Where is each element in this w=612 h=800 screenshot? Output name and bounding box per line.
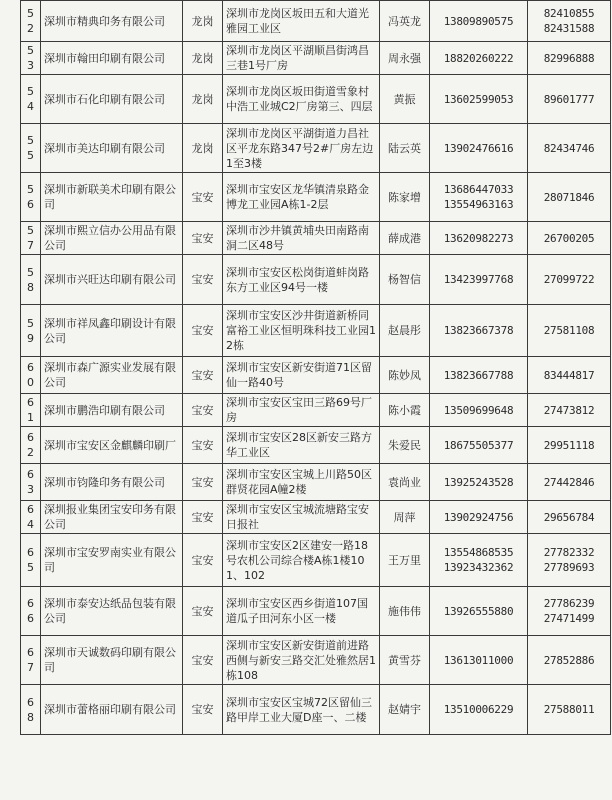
company-name: 深圳市钧隆印务有限公司 bbox=[41, 464, 183, 501]
company-name: 深圳报业集团宝安印务有限公司 bbox=[41, 501, 183, 534]
table-row bbox=[21, 685, 611, 735]
telephone-number: 27473812 bbox=[543, 403, 595, 417]
address: 深圳市宝安区宝城上川路50区群贤花园A幢2楼 bbox=[223, 464, 380, 501]
address: 深圳市宝安区松岗街道蚌岗路东方工业区94号一楼 bbox=[223, 255, 380, 305]
row-number: 62 bbox=[21, 427, 41, 464]
table-row bbox=[21, 222, 611, 255]
mobile-number: 13923432362 bbox=[443, 561, 514, 574]
mobile-number: 13620982273 bbox=[443, 231, 514, 245]
row-number: 56 bbox=[21, 173, 41, 222]
telephone-number-cell bbox=[528, 222, 611, 255]
mobile-number-cell bbox=[430, 501, 528, 534]
district: 宝安 bbox=[183, 501, 223, 534]
table-row bbox=[21, 464, 611, 501]
telephone-number: 27789693 bbox=[543, 561, 595, 574]
row-number: 54 bbox=[21, 75, 41, 124]
company-name: 深圳市精典印务有限公司 bbox=[41, 1, 183, 42]
telephone-number: 26700205 bbox=[543, 231, 595, 245]
mobile-number: 13554963163 bbox=[443, 198, 514, 211]
district: 宝安 bbox=[183, 587, 223, 636]
address: 深圳市龙岗区坂田五和大道光雅园工业区 bbox=[223, 1, 380, 42]
address: 深圳市龙岗区平湖街道力昌社区平龙东路347号2#厂房左边1至3楼 bbox=[223, 124, 380, 173]
district: 龙岗 bbox=[183, 42, 223, 75]
contact-person: 陈小霞 bbox=[380, 394, 430, 427]
table-row bbox=[21, 534, 611, 587]
company-name: 深圳市鹏浩印刷有限公司 bbox=[41, 394, 183, 427]
table-row bbox=[21, 305, 611, 357]
district: 宝安 bbox=[183, 222, 223, 255]
telephone-number: 27471499 bbox=[543, 612, 595, 625]
table-row bbox=[21, 255, 611, 305]
contact-person: 陈家增 bbox=[380, 173, 430, 222]
row-number: 63 bbox=[21, 464, 41, 501]
row-number: 61 bbox=[21, 394, 41, 427]
contact-person: 陆云英 bbox=[380, 124, 430, 173]
district: 宝安 bbox=[183, 636, 223, 685]
contact-person: 陈妙凤 bbox=[380, 357, 430, 394]
telephone-number: 27852886 bbox=[543, 653, 595, 667]
row-number: 60 bbox=[21, 357, 41, 394]
telephone-number-cell bbox=[528, 636, 611, 685]
mobile-number-cell bbox=[430, 1, 528, 42]
row-number: 65 bbox=[21, 534, 41, 587]
table-row bbox=[21, 587, 611, 636]
telephone-number: 83444817 bbox=[543, 368, 595, 382]
telephone-number: 27442846 bbox=[543, 475, 595, 489]
telephone-number-cell bbox=[528, 534, 611, 587]
district: 宝安 bbox=[183, 305, 223, 357]
telephone-number-cell bbox=[528, 394, 611, 427]
address: 深圳市宝安区龙华镇清泉路金博龙工业园A栋1-2层 bbox=[223, 173, 380, 222]
address: 深圳市宝安区宝城流塘路宝安日报社 bbox=[223, 501, 380, 534]
company-name: 深圳市天诚数码印刷有限公司 bbox=[41, 636, 183, 685]
table-row bbox=[21, 394, 611, 427]
mobile-number: 13902924756 bbox=[443, 510, 514, 524]
row-number: 55 bbox=[21, 124, 41, 173]
mobile-number-cell bbox=[430, 587, 528, 636]
row-number: 58 bbox=[21, 255, 41, 305]
table-row bbox=[21, 75, 611, 124]
company-name: 深圳市蕾格丽印刷有限公司 bbox=[41, 685, 183, 735]
telephone-number-cell bbox=[528, 75, 611, 124]
telephone-number-cell bbox=[528, 173, 611, 222]
company-name: 深圳市新联美术印刷有限公司 bbox=[41, 173, 183, 222]
address: 深圳市宝安区西乡街道107国道瓜子田河东小区一楼 bbox=[223, 587, 380, 636]
company-name: 深圳市森广源实业发展有限公司 bbox=[41, 357, 183, 394]
table-row bbox=[21, 42, 611, 75]
telephone-number: 27581108 bbox=[543, 324, 595, 337]
mobile-number-cell bbox=[430, 124, 528, 173]
table-row bbox=[21, 427, 611, 464]
district: 龙岗 bbox=[183, 1, 223, 42]
company-name: 深圳市翰田印刷有限公司 bbox=[41, 42, 183, 75]
mobile-number-cell bbox=[430, 255, 528, 305]
telephone-number-cell bbox=[528, 305, 611, 357]
telephone-number: 27588011 bbox=[543, 703, 595, 716]
mobile-number: 13510006229 bbox=[443, 703, 514, 716]
telephone-number: 27782332 bbox=[543, 546, 595, 559]
mobile-number: 13613011000 bbox=[443, 653, 514, 667]
mobile-number: 13925243528 bbox=[443, 475, 514, 489]
table-row bbox=[21, 636, 611, 685]
row-number: 59 bbox=[21, 305, 41, 357]
district: 宝安 bbox=[183, 464, 223, 501]
contact-person: 周永强 bbox=[380, 42, 430, 75]
telephone-number: 89601777 bbox=[543, 92, 595, 106]
mobile-number: 13554868535 bbox=[443, 546, 514, 559]
contact-person: 施伟伟 bbox=[380, 587, 430, 636]
telephone-number-cell bbox=[528, 501, 611, 534]
district: 宝安 bbox=[183, 534, 223, 587]
telephone-number: 82996888 bbox=[543, 51, 595, 65]
mobile-number-cell bbox=[430, 357, 528, 394]
contact-person: 薛成港 bbox=[380, 222, 430, 255]
mobile-number-cell bbox=[430, 636, 528, 685]
mobile-number: 13509699648 bbox=[443, 403, 514, 417]
mobile-number: 13602599053 bbox=[443, 92, 514, 106]
row-number: 67 bbox=[21, 636, 41, 685]
telephone-number-cell bbox=[528, 42, 611, 75]
contact-person: 王万里 bbox=[380, 534, 430, 587]
contact-person: 冯英龙 bbox=[380, 1, 430, 42]
company-name: 深圳市美达印刷有限公司 bbox=[41, 124, 183, 173]
mobile-number-cell bbox=[430, 427, 528, 464]
mobile-number-cell bbox=[430, 222, 528, 255]
telephone-number-cell bbox=[528, 255, 611, 305]
district: 宝安 bbox=[183, 357, 223, 394]
table-body bbox=[21, 1, 611, 735]
telephone-number-cell bbox=[528, 685, 611, 735]
mobile-number: 13902476616 bbox=[443, 141, 514, 155]
mobile-number-cell bbox=[430, 685, 528, 735]
contact-person: 黄雪芬 bbox=[380, 636, 430, 685]
telephone-number-cell bbox=[528, 357, 611, 394]
company-name: 深圳市泰安达纸品包装有限公司 bbox=[41, 587, 183, 636]
district: 宝安 bbox=[183, 394, 223, 427]
address: 深圳市宝安区28区新安三路方华工业区 bbox=[223, 427, 380, 464]
address: 深圳市宝安区沙井街道新桥同富裕工业区恒明珠科技工业园12栋 bbox=[223, 305, 380, 357]
telephone-number: 27099722 bbox=[543, 273, 595, 286]
telephone-number-cell bbox=[528, 1, 611, 42]
mobile-number: 13423997768 bbox=[443, 273, 514, 286]
company-name: 深圳市宝安罗南实业有限公司 bbox=[41, 534, 183, 587]
row-number: 57 bbox=[21, 222, 41, 255]
mobile-number-cell bbox=[430, 305, 528, 357]
address: 深圳市龙岗区坂田街道雪象村中浩工业城C2厂房第三、四层 bbox=[223, 75, 380, 124]
mobile-number: 13823667378 bbox=[443, 324, 514, 337]
contact-person: 杨智信 bbox=[380, 255, 430, 305]
printing-company-table bbox=[20, 0, 611, 735]
telephone-number-cell bbox=[528, 124, 611, 173]
telephone-number: 28071846 bbox=[543, 190, 595, 204]
mobile-number-cell bbox=[430, 173, 528, 222]
mobile-number-cell bbox=[430, 75, 528, 124]
address: 深圳市宝安区新安街道前进路西侧与新安三路交汇处雅然居1栋108 bbox=[223, 636, 380, 685]
district: 宝安 bbox=[183, 255, 223, 305]
table-row bbox=[21, 124, 611, 173]
telephone-number-cell bbox=[528, 464, 611, 501]
telephone-number-cell bbox=[528, 427, 611, 464]
district: 宝安 bbox=[183, 173, 223, 222]
row-number: 64 bbox=[21, 501, 41, 534]
contact-person: 周萍 bbox=[380, 501, 430, 534]
contact-person: 赵婧宇 bbox=[380, 685, 430, 735]
telephone-number: 82410855 bbox=[543, 7, 595, 20]
mobile-number-cell bbox=[430, 534, 528, 587]
row-number: 68 bbox=[21, 685, 41, 735]
row-number: 66 bbox=[21, 587, 41, 636]
mobile-number-cell bbox=[430, 42, 528, 75]
company-name: 深圳市兴旺达印刷有限公司 bbox=[41, 255, 183, 305]
telephone-number-cell bbox=[528, 587, 611, 636]
telephone-number: 82431588 bbox=[543, 22, 595, 35]
table-row bbox=[21, 1, 611, 42]
telephone-number: 29951118 bbox=[543, 438, 595, 452]
address: 深圳市宝安区2区建安一路18号农机公司综合楼A栋1楼101、102 bbox=[223, 534, 380, 587]
address: 深圳市宝安区宝城72区留仙三路甲岸工业大厦D座一、二楼 bbox=[223, 685, 380, 735]
mobile-number: 18820260222 bbox=[443, 51, 514, 65]
row-number: 52 bbox=[21, 1, 41, 42]
address: 深圳市宝安区宝田三路69号厂房 bbox=[223, 394, 380, 427]
mobile-number-cell bbox=[430, 394, 528, 427]
company-name: 深圳市宝安区金麒麟印刷厂 bbox=[41, 427, 183, 464]
table-row bbox=[21, 501, 611, 534]
contact-person: 袁尚业 bbox=[380, 464, 430, 501]
mobile-number: 13686447033 bbox=[443, 183, 514, 196]
address: 深圳市宝安区新安街道71区留仙一路40号 bbox=[223, 357, 380, 394]
table-row bbox=[21, 173, 611, 222]
mobile-number: 13809890575 bbox=[443, 14, 514, 28]
district: 龙岗 bbox=[183, 124, 223, 173]
mobile-number: 18675505377 bbox=[443, 438, 514, 452]
district: 宝安 bbox=[183, 427, 223, 464]
telephone-number: 29656784 bbox=[543, 510, 595, 524]
mobile-number: 13926555880 bbox=[443, 604, 514, 618]
company-name: 深圳市石化印刷有限公司 bbox=[41, 75, 183, 124]
district: 宝安 bbox=[183, 685, 223, 735]
mobile-number-cell bbox=[430, 464, 528, 501]
telephone-number: 27786239 bbox=[543, 597, 595, 610]
table-row bbox=[21, 357, 611, 394]
contact-person: 赵晨彤 bbox=[380, 305, 430, 357]
address: 深圳市龙岗区平湖顺昌街鸿昌三巷1号厂房 bbox=[223, 42, 380, 75]
company-name: 深圳市熙立信办公用品有限公司 bbox=[41, 222, 183, 255]
district: 龙岗 bbox=[183, 75, 223, 124]
address: 深圳市沙井镇黄埔央田南路南洞二区48号 bbox=[223, 222, 380, 255]
row-number: 53 bbox=[21, 42, 41, 75]
contact-person: 朱爱民 bbox=[380, 427, 430, 464]
contact-person: 黄振 bbox=[380, 75, 430, 124]
company-name: 深圳市祥凤鑫印刷设计有限公司 bbox=[41, 305, 183, 357]
mobile-number: 13823667788 bbox=[443, 368, 514, 382]
telephone-number: 82434746 bbox=[543, 141, 595, 155]
